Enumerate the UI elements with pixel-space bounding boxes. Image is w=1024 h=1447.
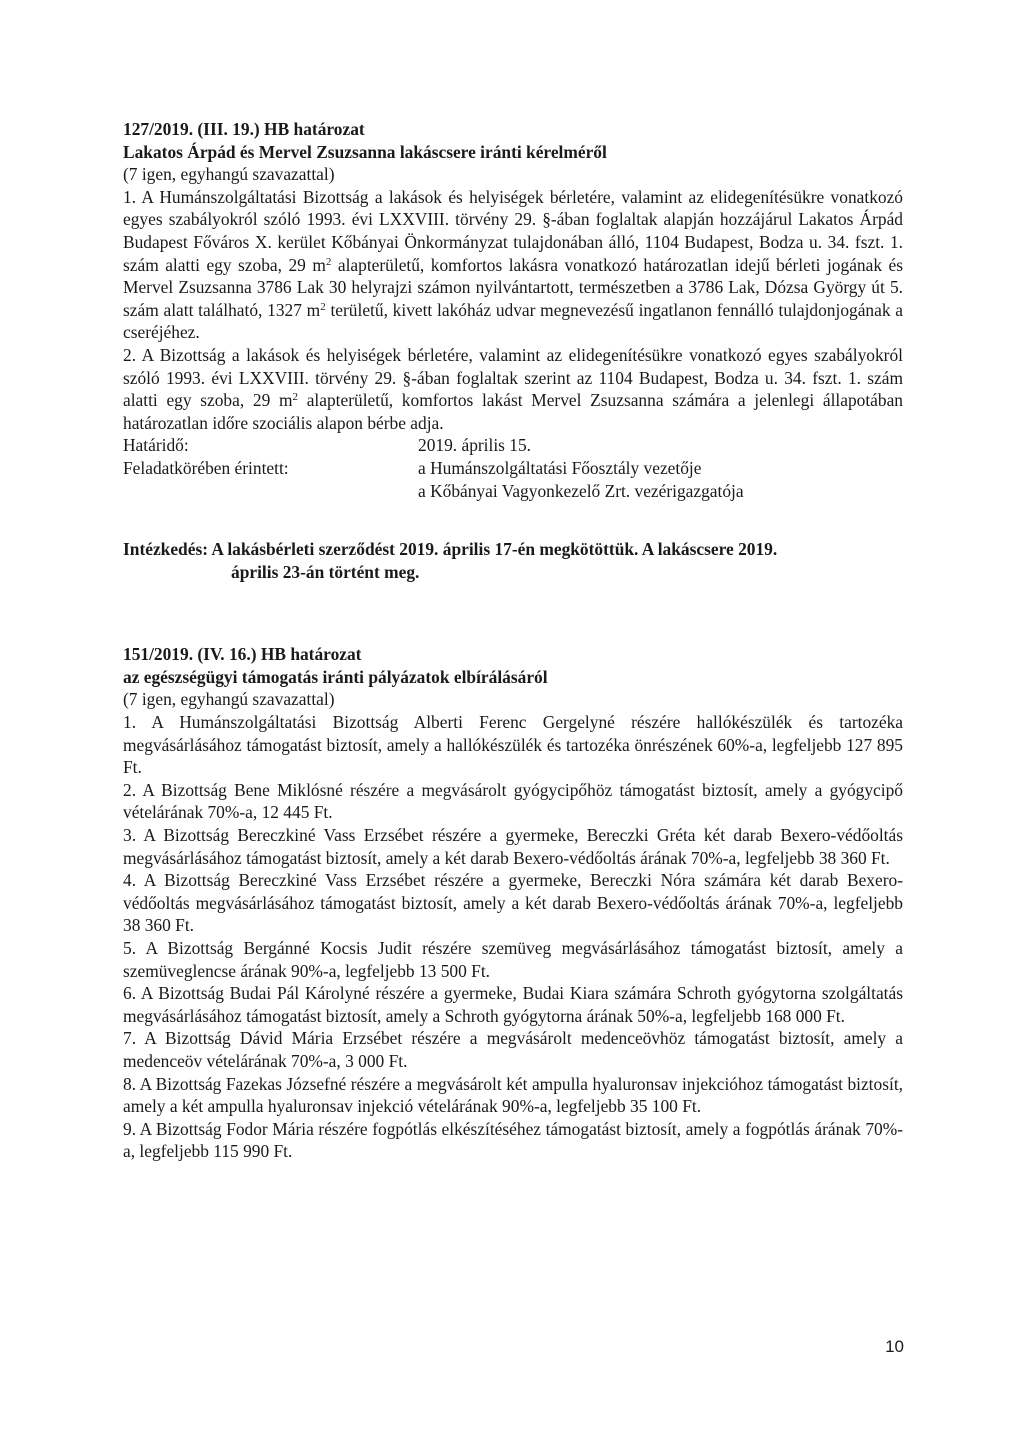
superscript: 2 <box>292 391 298 404</box>
deadline-label: Határidő: <box>123 435 189 456</box>
point-text: 1. A Humánszolgáltatási Bizottság a lakások és helyiségek bérletére, valamint az elidegenítésükre vonatkozó egyes szabályokról szóló 1993. évi LXXVIII. törvény 29. §-ában foglaltak alapján hozzájárul Lakatos Árpád Budapest Főváros X. kerület Kőbányai Önkormányzat tulajdonában álló, 1104 Budapest, Bodza u. 34. fszt. 1. szám alatti egy szoba, 29 m <box>123 186 903 275</box>
resolution-point-7: 7. A Bizottság Dávid Mária Erzsébet részére a megvásárolt medenceövhöz támogatást biztosít, amely a medenceöv vételárának 70%-a, 3 000 Ft. <box>123 1028 903 1071</box>
point-text: 2. A Bizottság a lakások és helyiségek bérletére, valamint az elidegenítésükre vonatkozó egyes szabályokról szóló 1993. évi LXXVIII. törvény 29. §-ában foglaltak szerint az 1104 Budapest, Bodza u. 34. fszt. 1. szám alatti egy szoba, 29 m <box>123 344 903 411</box>
resolution-subject: Lakatos Árpád és Mervel Zsuzsanna lakáscsere iránti kérelméről <box>123 141 607 162</box>
responsible-label-spacer <box>123 480 418 503</box>
responsible-row <box>123 457 903 480</box>
superscript: 2 <box>325 255 332 268</box>
page-number: 10 <box>885 1337 904 1356</box>
responsible-value-1: a Humánszolgáltatási Főosztály vezetője <box>418 457 702 478</box>
resolution-subject: az egészségügyi támogatás iránti pályázatok elbírálásáról <box>123 666 548 687</box>
deadline-row <box>123 434 903 457</box>
resolution-point-8: 8. A Bizottság Fazekas Józsefné részére a megvásárolt két ampulla hyaluronsav injekcióhoz támogatást biztosít, amely a két ampulla hyaluronsav injekció vételárának 90%-a, legfeljebb 35 100 Ft. <box>123 1073 903 1117</box>
document-body <box>123 118 903 1163</box>
responsible-value-2: a Kőbányai Vagyonkezelő Zrt. vezérigazgatója <box>418 480 744 501</box>
resolution-point-4: 4. A Bizottság Bereczkiné Vass Erzsébet részére a gyermeke, Bereczki Nóra számára két darab Bexero-védőoltás megvásárlásához támogatást biztosít, amely a két darab Bexero-védőoltás árának 70%-a, legfeljebb 38 360 Ft. <box>123 870 903 936</box>
responsible-row-2 <box>123 480 903 503</box>
resolution-point-9: 9. A Bizottság Fodor Mária részére fogpótlás elkészítéséhez támogatást biztosít, amely a fogpótlás árának 70%-a, legfeljebb 115 990 Ft. <box>123 1118 903 1162</box>
resolution-151-2019 <box>123 643 903 1163</box>
resolution-point-1 <box>123 186 903 344</box>
resolution-point-1: 1. A Humánszolgáltatási Bizottság Alberti Ferenc Gergelyné részére hallókészülék és tartozéka megvásárlásához támogatást biztosít, amely a hallókészülék és tartozéka önrészének 60%-a, legfeljebb 127 895 Ft. <box>123 712 903 778</box>
resolution-number: 127/2019. (III. 19.) HB határozat <box>123 119 365 139</box>
resolution-point-3: 3. A Bizottság Bereczkiné Vass Erzsébet részére a gyermeke, Bereczki Gréta két darab Bexero-védőoltás megvásárlásához támogatást biztosít, amely a két darab Bexero-védőoltás árának 70%-a, legfeljebb 38 360 Ft. <box>123 825 903 868</box>
vote-result: (7 igen, egyhangú szavazattal) <box>123 164 335 185</box>
vote-result: (7 igen, egyhangú szavazattal) <box>123 689 335 710</box>
point-text: alapterületű, komfortos lakásra vonatkozó határozatlan idejű bérleti jogának és Mervel Zsuzsanna 3786 Lak 30 helyrajzi számon nyilvántartott, természetben a 3786 Lak, Dózsa György út 5. szám alatt található, 1327 m <box>123 254 903 320</box>
deadline-value: 2019. április 15. <box>418 435 532 456</box>
superscript: 2 <box>320 300 326 313</box>
resolution-127-2019 <box>123 118 903 583</box>
resolution-point-6: 6. A Bizottság Budai Pál Károlyné részére a gyermeke, Budai Kiara számára Schroth gyógytorna szolgáltatás megvásárlásához támogatást biztosít, amely a Schroth gyógytorna árának 50%-a, legfeljebb 168 000 Ft. <box>123 983 903 1026</box>
point-text: területű, kivett lakóház udvar megnevezésű ingatlanon fennálló tulajdonjogának a cseréjéhez. <box>123 299 904 343</box>
measure-taken-line-1: Intézkedés: A lakásbérleti szerződést 2019. április 17-én megkötöttük. A lakáscsere 2019. <box>123 539 778 560</box>
point-text: alapterületű, komfortos lakást Mervel Zsuzsanna számára a jelenlegi állapotában határozatlan időre szociális alapon bérbe adja. <box>123 390 903 433</box>
responsible-label: Feladatkörében érintett: <box>123 457 289 478</box>
measure-taken-line-2: április 23-án történt meg. <box>231 561 420 582</box>
resolution-number: 151/2019. (IV. 16.) HB határozat <box>123 644 362 665</box>
resolution-point-2: 2. A Bizottság Bene Miklósné részére a megvásárolt gyógycipőhöz támogatást biztosít, amely a gyógycipő vételárának 70%-a, 12 445 Ft. <box>123 779 903 823</box>
resolution-point-5: 5. A Bizottság Bergánné Kocsis Judit részére szemüveg megvásárlásához támogatást biztosít, amely a szemüveglencse árának 90%-a, legfeljebb 13 500 Ft. <box>123 938 903 981</box>
resolution-point-2 <box>123 344 903 434</box>
